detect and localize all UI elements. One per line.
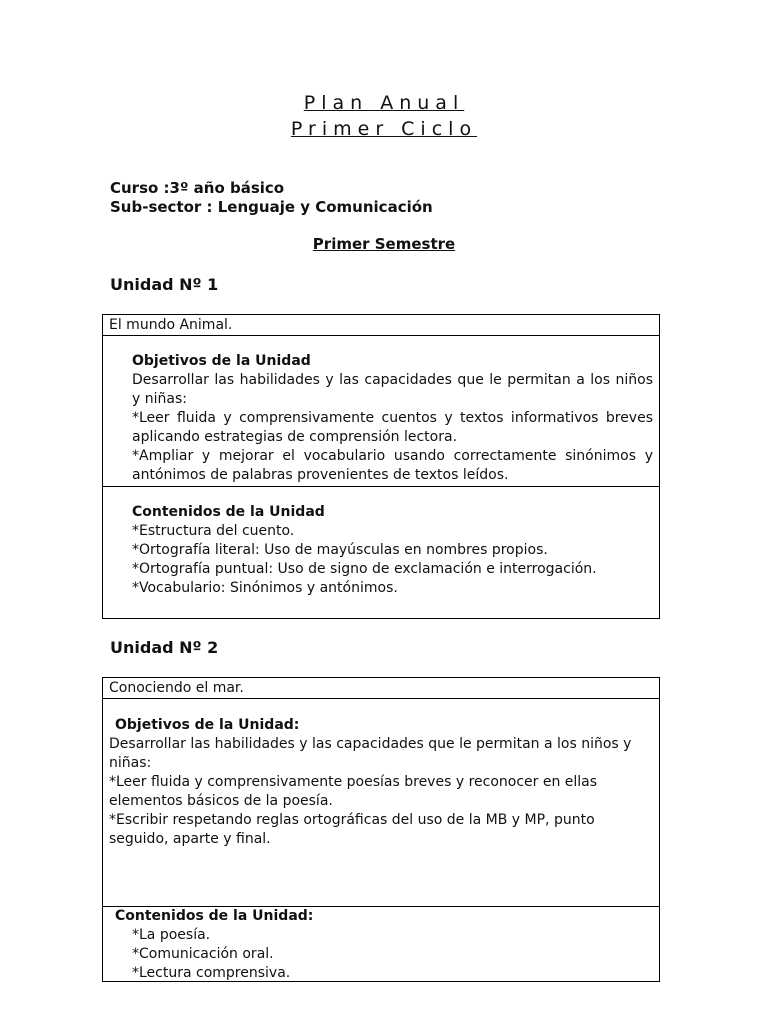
- unit2-content-item: *Lectura comprensiva.: [132, 965, 291, 981]
- unit2-objective-item: *Leer fluida y comprensivamente poesías breves y reconocer en ellas elementos básicos de la poesía.: [109, 774, 598, 809]
- unit1-objective-item: *Ampliar y mejorar el vocabulario usando correctamente sinónimos y antónimos de palabras provenientes de textos leídos.: [132, 448, 653, 483]
- unit1-content-item: *Ortografía puntual: Uso de signo de exclamación e interrogación.: [132, 561, 597, 577]
- unit1-objectives-title: Objetivos de la Unidad: [132, 353, 311, 369]
- document-subtitle: Primer Ciclo: [290, 118, 478, 140]
- unit2-objectives: [103, 699, 659, 907]
- semester-heading: Primer Semestre: [312, 235, 456, 253]
- unit1-name: El mundo Animal.: [103, 315, 659, 336]
- unit2-objective-item: Desarrollar las habilidades y las capacidades que le permitan a los niños y niñas:: [109, 736, 632, 771]
- document-title: Plan Anual: [303, 92, 465, 114]
- unit1-objectives: [103, 336, 659, 487]
- curso-label: Curso :3º año básico: [110, 179, 285, 197]
- unit2-content-item: *La poesía.: [132, 927, 211, 943]
- unit1-objective-item: Desarrollar las habilidades y las capacidades que le permitan a los niños y niñas:: [132, 372, 653, 407]
- unit1-contents: [103, 487, 659, 598]
- unit2-objective-item: *Escribir respetando reglas ortográficas del uso de la MB y MP, punto seguido, aparte y final.: [109, 812, 595, 847]
- unit1-content-item: *Ortografía literal: Uso de mayúsculas en nombres propios.: [132, 542, 548, 558]
- unit1-heading: Unidad Nº 1: [110, 275, 219, 294]
- unit1-contents-title: Contenidos de la Unidad: [132, 504, 325, 520]
- unit2-contents-title: Contenidos de la Unidad:: [115, 908, 314, 924]
- unit2-name: Conociendo el mar.: [103, 678, 659, 699]
- unit1-content-item: *Vocabulario: Sinónimos y antónimos.: [132, 580, 398, 596]
- unit1-content-item: *Estructura del cuento.: [132, 523, 295, 539]
- unit1-objective-item: *Leer fluida y comprensivamente cuentos y textos informativos breves aplicando estrategias de comprensión lectora.: [132, 410, 653, 445]
- unit1-table: [102, 314, 660, 619]
- unit2-table: [102, 677, 660, 982]
- subsector-label: Sub-sector : Lenguaje y Comunicación: [110, 198, 433, 216]
- unit2-contents: [103, 907, 659, 983]
- unit2-objectives-title: Objetivos de la Unidad:: [115, 717, 300, 733]
- unit2-content-item: *Comunicación oral.: [132, 946, 274, 962]
- unit2-heading: Unidad Nº 2: [110, 638, 219, 657]
